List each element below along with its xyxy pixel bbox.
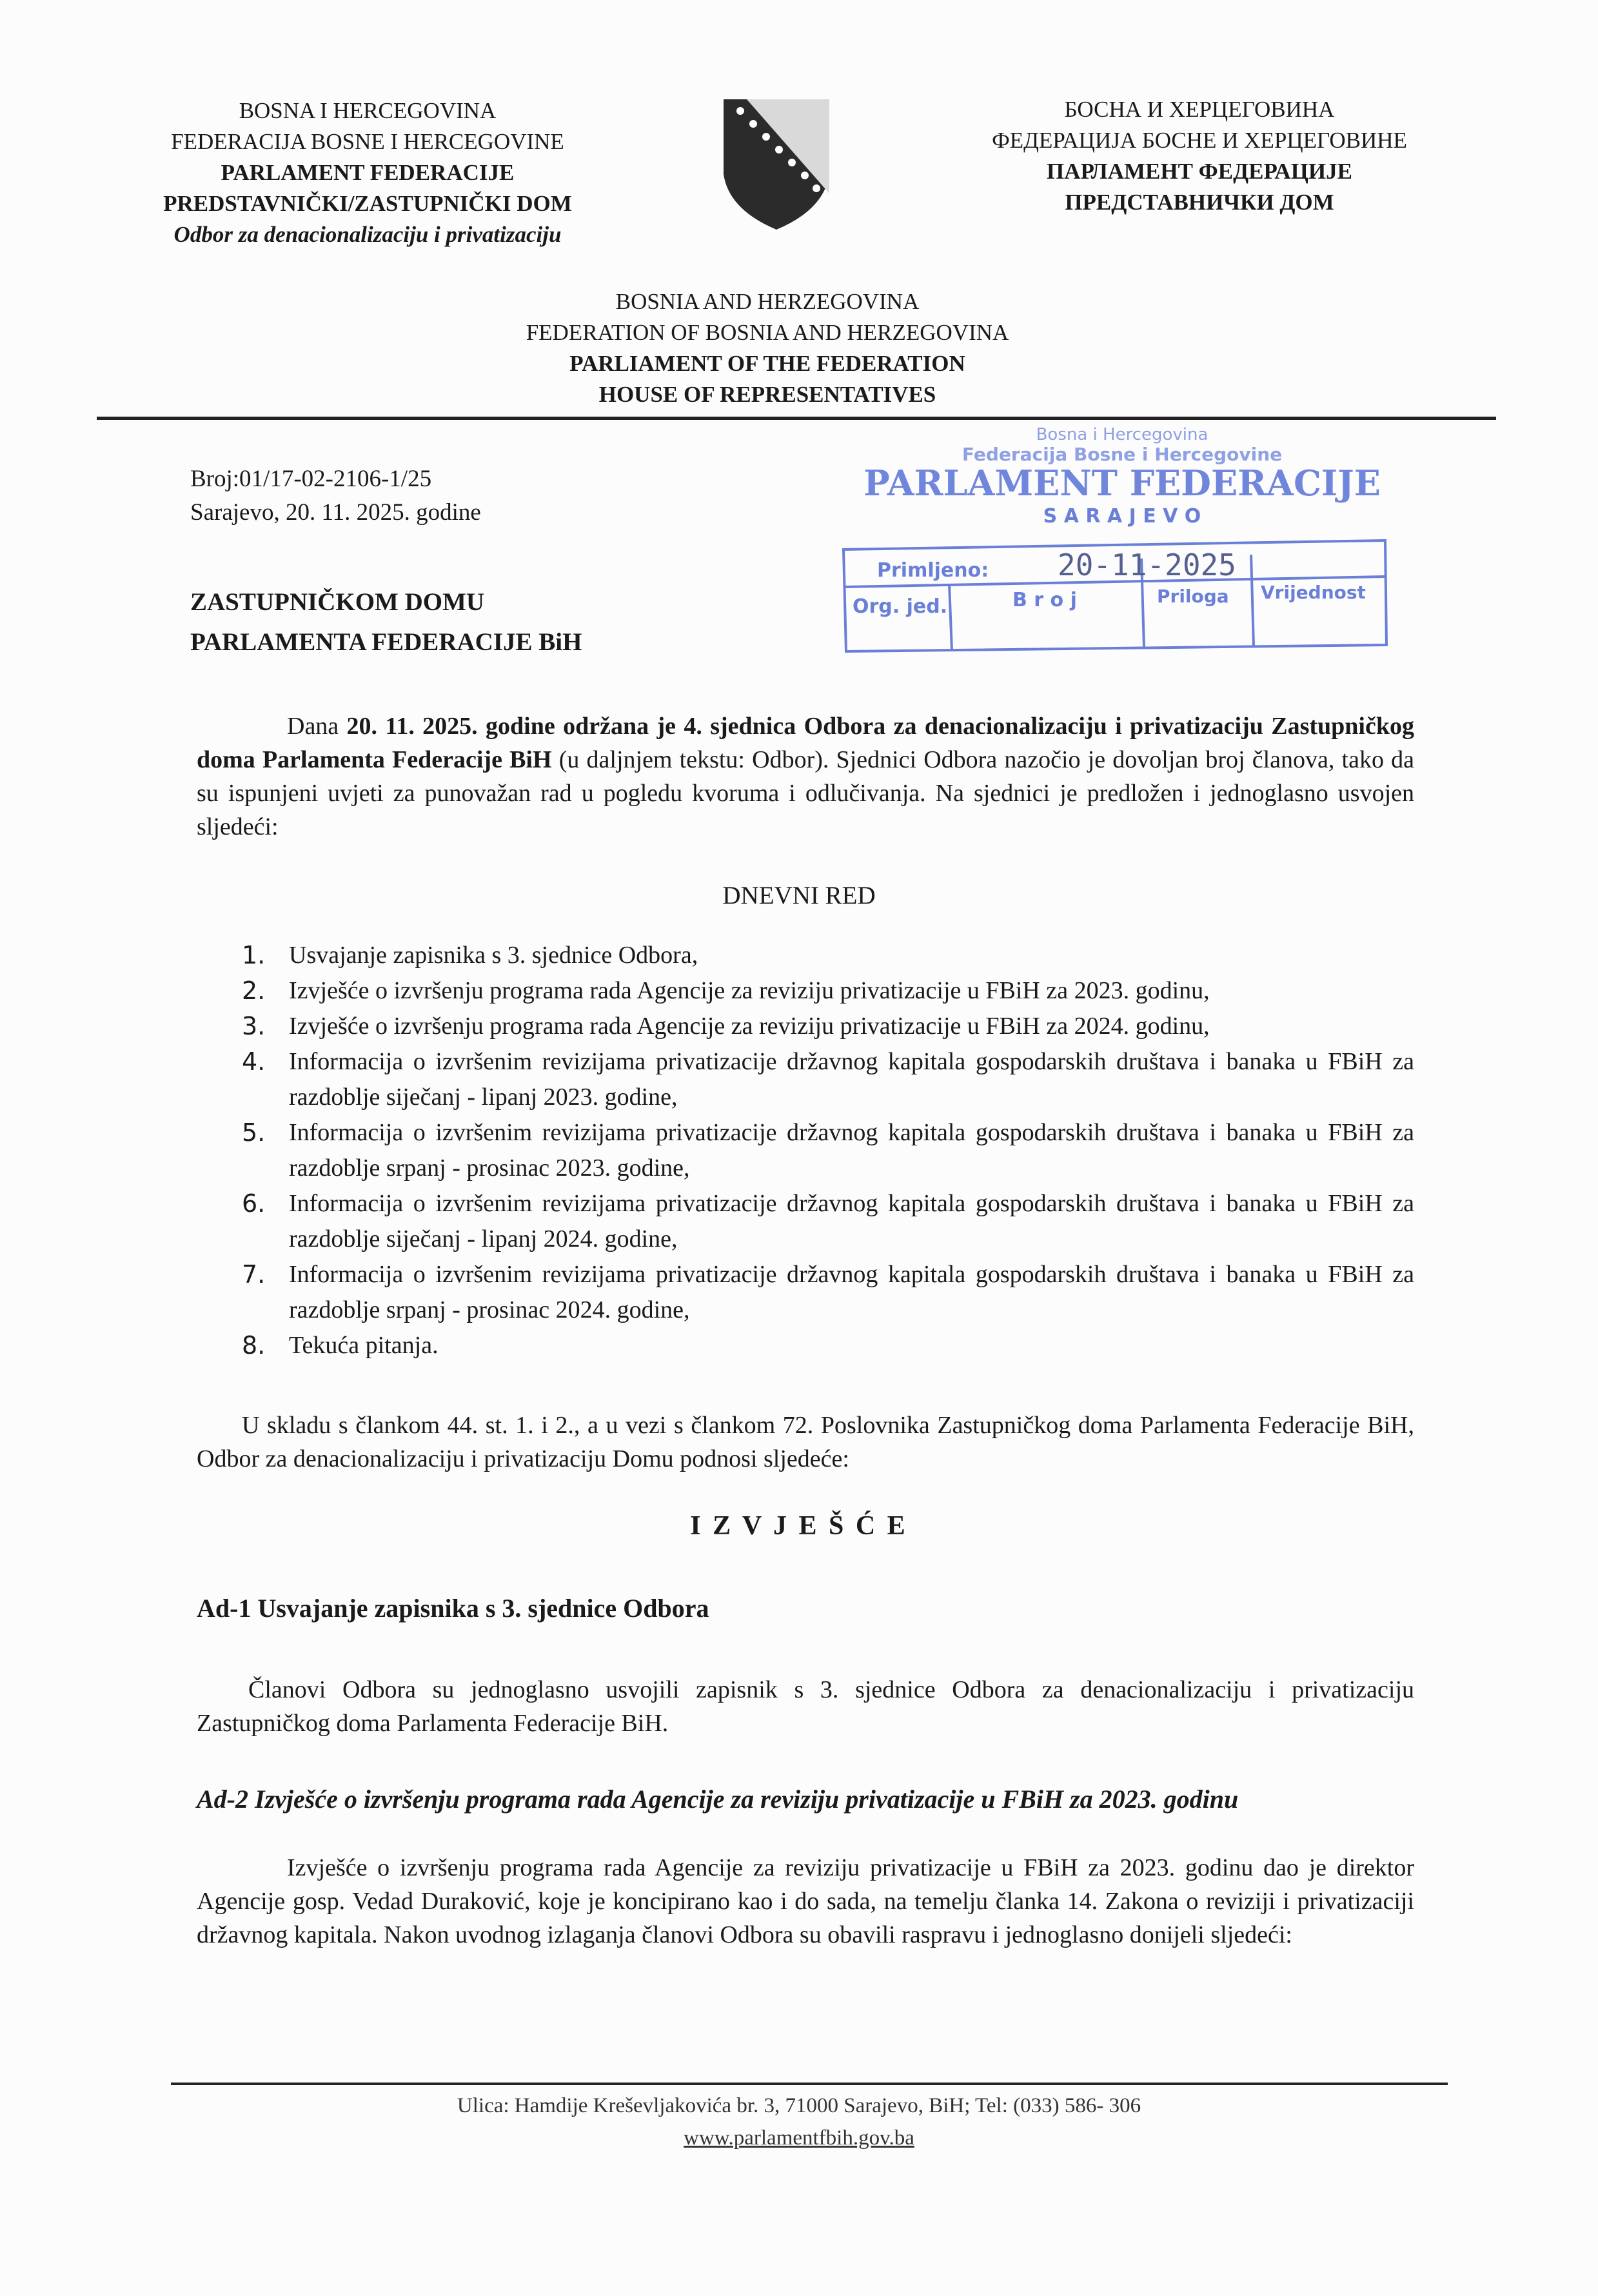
header-en-country: BOSNIA AND HERZEGOVINA: [615, 289, 920, 314]
header-left-country: BOSNA I HERCEGOVINA: [239, 98, 497, 123]
agenda-item-number: 5.: [242, 1118, 266, 1147]
stamp-federation: Federacija Bosne i Hercegovine: [962, 444, 1283, 465]
ad2-heading: Ad-2 Izvješće o izvršenju programa rada Agencije za reviziju privatizacije u FBiH za 2023. godinu: [197, 1785, 1239, 1814]
header-left-committee: Odbor za denacionalizaciju i privatizaciju: [173, 222, 562, 247]
footer-address: Ulica: Hamdije Kreševljakovića br. 3, 71000 Sarajevo, BiH; Tel: (033) 586- 306: [457, 2094, 1141, 2117]
agenda-item-number: 6.: [242, 1189, 266, 1218]
agenda-item-text: Izvješće o izvršenju programa rada Agencije za reviziju privatizacije u FBiH za 2024. godinu,: [289, 1013, 1210, 1040]
header-left-house: PREDSTAVNIČKI/ZASTUPNIČKI DOM: [163, 191, 572, 216]
header-right-house: ПРЕДСТАВНИЧКИ ДОМ: [1065, 190, 1334, 215]
agenda-item-text: Informacija o izvršenim revizijama privatizacije državnog kapitala gospodarskih društava i banaka u FBiH za razdoblje srpanj - prosinac 2023. godine,: [289, 1119, 1414, 1182]
agenda-item: [232, 1044, 1414, 1115]
header-en-parliament: PARLIAMENT OF THE FEDERATION: [569, 351, 965, 376]
header-left-federation: FEDERACIJA BOSNE I HERCEGOVINE: [171, 129, 564, 154]
agenda-item-number: 1.: [242, 941, 266, 969]
agenda-list: [232, 938, 1414, 1363]
addressee-line2: PARLAMENTA FEDERACIJE BiH: [190, 628, 582, 656]
stamp-received-date: 20-11-2025: [1058, 548, 1236, 582]
agenda-item-number: 2.: [242, 976, 266, 1005]
footer-website-link[interactable]: www.parlamentfbih.gov.ba: [684, 2126, 914, 2150]
intro-paragraph: [197, 709, 1414, 844]
stamp-title: PARLAMENT FEDERACIJE: [863, 462, 1381, 504]
agenda-item: [232, 973, 1414, 1009]
agenda-item-text: Usvajanje zapisnika s 3. sjednice Odbora,: [289, 942, 698, 969]
footer-divider: [171, 2083, 1448, 2085]
addressee-line1: ZASTUPNIČKOM DOMU: [190, 588, 485, 616]
agenda-item-text: Informacija o izvršenim revizijama privatizacije državnog kapitala gospodarskih društava i banaka u FBiH za razdoblje srpanj - prosinac 2024. godine,: [289, 1261, 1414, 1323]
stamp-col-priloga: Priloga: [1157, 586, 1229, 607]
legal-basis: U skladu s člankom 44. st. 1. i 2., a u vezi s člankom 72. Poslovnika Zastupničkog doma Parlamenta Federacije BiH, Odbor za denacionalizaciju i privatizaciju Domu podnosi sljedeće:: [197, 1412, 1414, 1472]
header-left: [116, 95, 619, 250]
intro-bold: 20. 11. 2025. godine održana je 4. sjednica Odbora za denacionalizaciju i privatizaciju Zastupničkog doma Parlamenta Federacije BiH: [197, 713, 1414, 773]
header-right: [942, 94, 1457, 218]
header-en-house: HOUSE OF REPRESENTATIVES: [598, 382, 936, 407]
agenda-item: [232, 1328, 1414, 1363]
agenda-item: [232, 1186, 1414, 1257]
stamp-arc-text: Bosna i Hercegovina: [1036, 425, 1208, 444]
stamp-col-org: Org. jed.: [853, 595, 948, 618]
received-stamp: [838, 406, 1399, 703]
agenda-title: DNEVNI RED: [722, 882, 876, 909]
agenda-item: [232, 938, 1414, 973]
report-title: I Z V J E Š Ć E: [690, 1511, 908, 1541]
agenda-item-number: 3.: [242, 1012, 266, 1040]
intro-dana: Dana: [287, 713, 347, 740]
header-right-parliament: ПАРЛАМЕНТ ФЕДЕРАЦИЈЕ: [1047, 159, 1352, 184]
stamp-city: S A R A J E V O: [1043, 505, 1201, 528]
header-en-federation: FEDERATION OF BOSNIA AND HERZEGOVINA: [526, 320, 1009, 345]
agenda-item-number: 4.: [242, 1047, 266, 1076]
header-left-parliament: PARLAMENT FEDERACIJE: [221, 160, 515, 185]
agenda-item-number: 7.: [242, 1260, 266, 1289]
ad1-text: Članovi Odbora su jednoglasno usvojili zapisnik s 3. sjednice Odbora za denacionalizaciju i privatizaciju Zastupničkog doma Parlamenta Federacije BiH.: [197, 1676, 1414, 1737]
agenda-item: [232, 1257, 1414, 1328]
document-date: Sarajevo, 20. 11. 2025. godine: [190, 499, 481, 526]
ad1-heading: Ad-1 Usvajanje zapisnika s 3. sjednice Odbora: [197, 1594, 709, 1623]
header-right-country: БОСНА И ХЕРЦЕГОВИНА: [1064, 97, 1335, 122]
agenda-item-text: Informacija o izvršenim revizijama privatizacije državnog kapitala gospodarskih društava i banaka u FBiH za razdoblje siječanj - lipanj 2023. godine,: [289, 1048, 1414, 1111]
document-meta: [190, 462, 481, 529]
footer: [0, 2090, 1598, 2154]
addressee: [190, 582, 582, 662]
stamp-primljeno-label: Primljeno:: [877, 559, 989, 582]
agenda-item-number: 8.: [242, 1331, 266, 1360]
agenda-item: [232, 1115, 1414, 1186]
stamp-col-broj: B r o j: [1012, 589, 1077, 611]
agenda-item-text: Informacija o izvršenim revizijama privatizacije državnog kapitala gospodarskih društava i banaka u FBiH za razdoblje siječanj - lipanj 2024. godine,: [289, 1190, 1414, 1252]
header-right-federation: ФЕДЕРАЦИЈА БОСНЕ И ХЕРЦЕГОВИНЕ: [992, 128, 1407, 153]
intro-rest: (u daljnjem tekstu: Odbor). Sjednici Odbora nazočio je dovoljan broj članova, tako da su ispunjeni uvjeti za punovažan rad u pogledu kvoruma i odlučivanja. Na sjednici je predložen i jednoglasno usvojen sljedeći:: [197, 746, 1414, 840]
stamp-col-vrijednost: Vrijednost: [1261, 582, 1366, 603]
agenda-item-text: Tekuća pitanja.: [289, 1332, 439, 1359]
ad2-text: Izvješće o izvršenju programa rada Agencije za reviziju privatizacije u FBiH za 2023. godinu dao je direktor Agencije gosp. Vedad Duraković, koje je koncipirano kao i do sada, na temelju članka 14. Zakona o reviziji i privatizaciji državnog kapitala. Nakon uvodnog izlaganja članovi Odbora su obavili raspravu i jednoglasno donijeli sljedeći:: [197, 1854, 1414, 1948]
agenda-item: [232, 1009, 1414, 1044]
reference-number: Broj:01/17-02-2106-1/25: [190, 466, 432, 492]
header-english: [413, 286, 1122, 410]
agenda-item-text: Izvješće o izvršenju programa rada Agencije za reviziju privatizacije u FBiH za 2023. godinu,: [289, 977, 1210, 1004]
coat-of-arms-icon: [721, 97, 832, 232]
